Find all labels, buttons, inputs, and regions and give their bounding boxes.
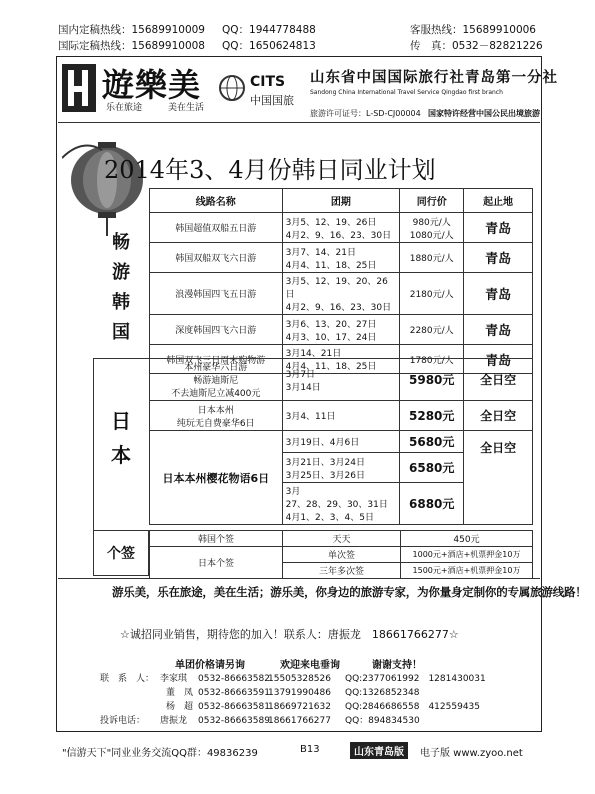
table-row: 3月21日、3月24日 3月25日、3月26日 6580元 bbox=[150, 453, 533, 483]
table-row: 韩国双船双飞六日游 3月7、14、21日 4月4、11、18、25日 1880元/人 青岛 bbox=[150, 243, 533, 273]
visa-label: 个签 bbox=[93, 530, 149, 576]
contact-name: 唐振龙 bbox=[160, 716, 188, 726]
table-row: 浪漫韩国四飞五日游 3月5、12、19、20、26日 4月2、9、16、23、30日 2180元/人 青岛 bbox=[150, 273, 533, 315]
table-row: 日本本州 纯玩无自费豪华6日 3月4、11日 5280元 全日空 bbox=[150, 401, 533, 431]
fax: 传 真：0532－82821226 bbox=[410, 40, 543, 52]
welcome-a: 单团价格请另询 bbox=[175, 660, 245, 671]
contact-qq: QQ:2846686558 412559435 bbox=[345, 702, 480, 712]
col-route-name: 线路名称 bbox=[150, 189, 283, 213]
service-hotline: 客服热线：15689910006 bbox=[410, 24, 536, 36]
footer-qq-group: "信游天下"同业业务交流QQ群：49836239 bbox=[62, 748, 258, 759]
contact-qq: QQ：894834530 bbox=[345, 716, 420, 726]
contact-label: 联 系 人： bbox=[100, 674, 155, 684]
header-divider bbox=[58, 122, 540, 123]
brand-mark-icon bbox=[60, 60, 100, 116]
license: 旅游许可证号：L-SD-CJ00004 bbox=[310, 109, 421, 118]
promo-slogan: 游乐美，乐在旅途，美在生活；游乐美，你身边的旅游专家，为你量身定制你的专属旅游线路！ bbox=[112, 585, 587, 599]
japan-table bbox=[149, 358, 533, 525]
visa-table bbox=[149, 530, 533, 579]
korea-table bbox=[149, 188, 533, 374]
table-row: 3月 27、28、29、30、31日 4月1、2、3、4、5日 6880元 bbox=[150, 483, 533, 525]
intl-hotline: 国际定稿热线：15689910008 bbox=[58, 40, 205, 52]
table-row: 韩国双飞三日周末购物游 3月14、21日 4月4、11、18、25日 1780元/人 青岛 bbox=[150, 345, 533, 374]
table-row: 韩国个签 天天 450元 bbox=[150, 531, 533, 547]
contact-qq: QQ:1326852348 bbox=[345, 688, 420, 698]
korea-side-label: 畅 游 韩 国 bbox=[112, 232, 130, 343]
logo-text: 遊樂美 bbox=[102, 66, 202, 104]
table-row: 三年多次签 1500元+酒店+机票押金10万 bbox=[150, 563, 533, 579]
contact-mobile: 13791990486 bbox=[268, 688, 331, 698]
contact-tel: 0532-86663582 bbox=[198, 674, 270, 684]
col-dates: 团期 bbox=[282, 189, 400, 213]
contact-mobile: 18669721632 bbox=[268, 702, 331, 712]
intl-qq: QQ：1650624813 bbox=[222, 40, 316, 52]
contact-name: 李家琪 bbox=[160, 674, 188, 684]
contact-mobile: 18661766277 bbox=[268, 716, 331, 726]
contact-qq: QQ:2377061992 1281430031 bbox=[345, 674, 486, 684]
edition-badge: 山东青岛版 bbox=[350, 742, 408, 759]
designation: 国家特许经营中国公民出境旅游 bbox=[428, 109, 540, 118]
page-number: B13 bbox=[300, 744, 320, 755]
complaint-label: 投诉电话： bbox=[100, 716, 146, 726]
cits-cn: 中国国旅 bbox=[250, 94, 294, 107]
footer-website[interactable]: 电子版 www.zyoo.net bbox=[420, 748, 523, 759]
cits-globe-icon bbox=[218, 74, 246, 102]
welcome-b: 欢迎来电垂询 bbox=[280, 660, 340, 671]
col-origin: 起止地 bbox=[464, 189, 533, 213]
domestic-qq: QQ：1944778488 bbox=[222, 24, 316, 36]
page-title: 2014年3、4月份韩日同业计划 bbox=[104, 156, 436, 184]
japan-side-label: 日 本 bbox=[111, 409, 131, 467]
table-row: 深度韩国四飞六日游 3月6、13、20、27日 4月3、10、17、24日 2280元/人 青岛 bbox=[150, 315, 533, 345]
table-row: 日本个签 单次签 1000元+酒店+机票押金10万 bbox=[150, 547, 533, 563]
recruit-line: ☆诚招同业销售，期待您的加入！联系人：唐振龙 18661766277☆ bbox=[120, 628, 459, 641]
table-row: 本州豪华六日游 畅游迪斯尼 不去迪斯尼立减400元 3月7日 3月14日 5980元 全日空 bbox=[150, 359, 533, 401]
contact-name: 董 凤 bbox=[166, 688, 194, 698]
table-row: 韩国超值双船五日游 3月5、12、19、26日 4月2、9、16、23、30日 980元/人 1080元/人 青岛 bbox=[150, 213, 533, 243]
section-divider bbox=[58, 578, 540, 579]
domestic-hotline: 国内定稿热线：15689910009 bbox=[58, 24, 205, 36]
table-row: 日本本州樱花物语6日 3月19日、4月6日 5680元 全日空 bbox=[150, 431, 533, 453]
table-header-row bbox=[150, 189, 533, 213]
agency-name: 山东省中国国际旅行社青岛第一分社 bbox=[310, 69, 558, 86]
contact-tel: 0532-86663581 bbox=[198, 702, 270, 712]
contact-tel: 0532-86663591 bbox=[198, 688, 270, 698]
welcome-c: 谢谢支持！ bbox=[372, 660, 422, 671]
contact-mobile: 15505328526 bbox=[268, 674, 331, 684]
slogan-right: 美在生活 bbox=[168, 103, 205, 113]
col-price: 同行价 bbox=[400, 189, 464, 213]
cits-en: CITS bbox=[250, 74, 286, 90]
slogan-left: 乐在旅途 bbox=[106, 103, 143, 113]
contact-tel: 0532-86663589 bbox=[198, 716, 270, 726]
agency-en: Sandong China International Travel Service Qingdao first branch bbox=[310, 89, 503, 96]
contact-name: 杨 超 bbox=[166, 702, 194, 712]
